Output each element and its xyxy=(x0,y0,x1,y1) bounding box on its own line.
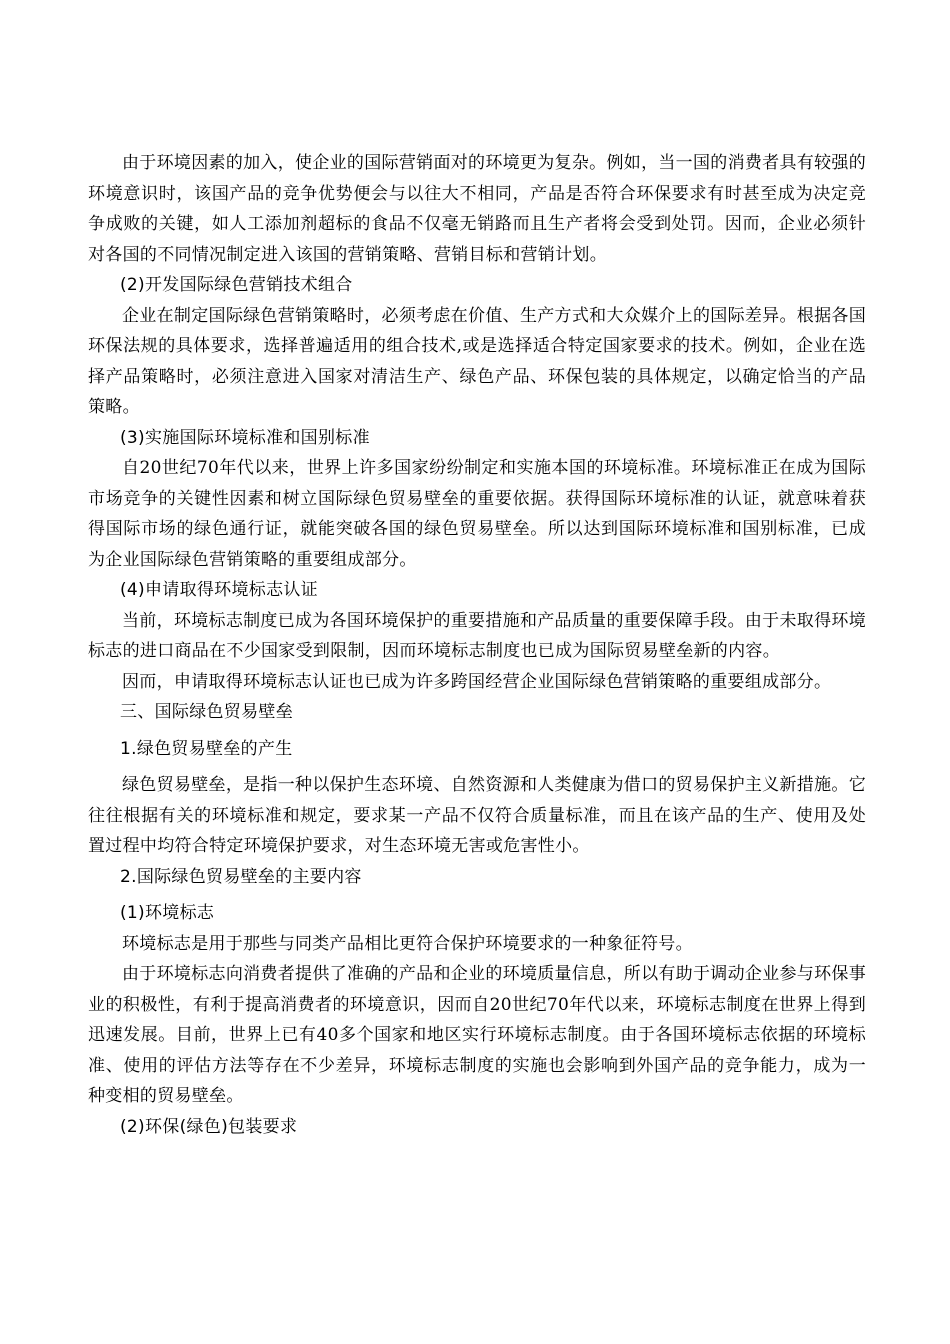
section-heading: 1.绿色贸易壁垒的产生 xyxy=(120,738,293,759)
subsection-heading: (1)环境标志 xyxy=(120,903,215,923)
section-heading: 2.国际绿色贸易壁垒的主要内容 xyxy=(120,866,362,887)
section-heading: (3)实施国际环境标准和国别标准 xyxy=(120,427,370,448)
chapter-heading: 三、国际绿色贸易壁垒 xyxy=(120,702,293,722)
subsection-heading: (2)环保(绿色)包装要求 xyxy=(120,1116,298,1137)
paragraph: 因而，申请取得环境标志认证也已成为许多跨国经营企业国际绿色营销策略的重要组成部分。 xyxy=(122,671,832,692)
paragraph: 绿色贸易壁垒，是指一种以保护生态环境、自然资源和人类健康为借口的贸易保护主义新措施。它往往根据有关的环境标准和规定，要求某一产品不仅符合质量标准，而且在该产品的生产、使用及处置过程中均符合特定环境保护要求，对生态环境无害或危害性小。 xyxy=(88,775,866,856)
paragraph: 自20世纪70年代以来，世界上许多国家纷纷制定和实施本国的环境标准。环境标准正在成为国际市场竞争的关键性因素和树立国际绿色贸易壁垒的重要依据。获得国际环境标准的认证，就意味着获得国际市场的绿色通行证，就能突破各国的绿色贸易壁垒。所以达到国际环境标准和国别标准，已成为企业国际绿色营销策略的重要组成部分。 xyxy=(88,458,866,570)
paragraph: 企业在制定国际绿色营销策略时，必须考虑在价值、生产方式和大众媒介上的国际差异。根据各国环保法规的具体要求，选择普遍适用的组合技术,或是选择适合特定国家要求的技术。例如，企业在选择产品策略时，必须注意进入国家对清洁生产、绿色产品、环保包装的具体规定，以确定恰当的产品策略。 xyxy=(88,305,866,417)
paragraph: 环境标志是用于那些与同类产品相比更符合保护环境要求的一种象征符号。 xyxy=(122,933,693,954)
paragraph: 由于环境标志向消费者提供了准确的产品和企业的环境质量信息，所以有助于调动企业参与环保事业的积极性，有利于提高消费者的环境意识，因而自20世纪70年代以来，环境标志制度在世界上得到迅速发展。目前，世界上已有40多个国家和地区实行环境标志制度。由于各国环境标志依据的环境标准、使用的评估方法等存在不少差异，环境标志制度的实施也会影响到外国产品的竞争能力，成为一种变相的贸易壁垒。 xyxy=(88,964,866,1106)
paragraph: 由于环境因素的加入，使企业的国际营销面对的环境更为复杂。例如，当一国的消费者具有较强的环境意识时，该国产品的竞争优势便会与以往大不相同，产品是否符合环保要求有时甚至成为决定竞争成败的关键，如人工添加剂超标的食品不仅毫无销路而且生产者将会受到处罚。因而，企业必须针对各国的不同情况制定进入该国的营销策略、营销目标和营销计划。 xyxy=(88,153,866,265)
paragraph: 当前，环境标志制度已成为各国环境保护的重要措施和产品质量的重要保障手段。由于未取得环境标志的进口商品在不少国家受到限制，因而环境标志制度也已成为国际贸易壁垒新的内容。 xyxy=(88,610,866,661)
section-heading: (4)申请取得环境标志认证 xyxy=(120,580,318,600)
section-heading: (2)开发国际绿色营销技术组合 xyxy=(120,275,353,295)
document-page xyxy=(88,148,866,1142)
